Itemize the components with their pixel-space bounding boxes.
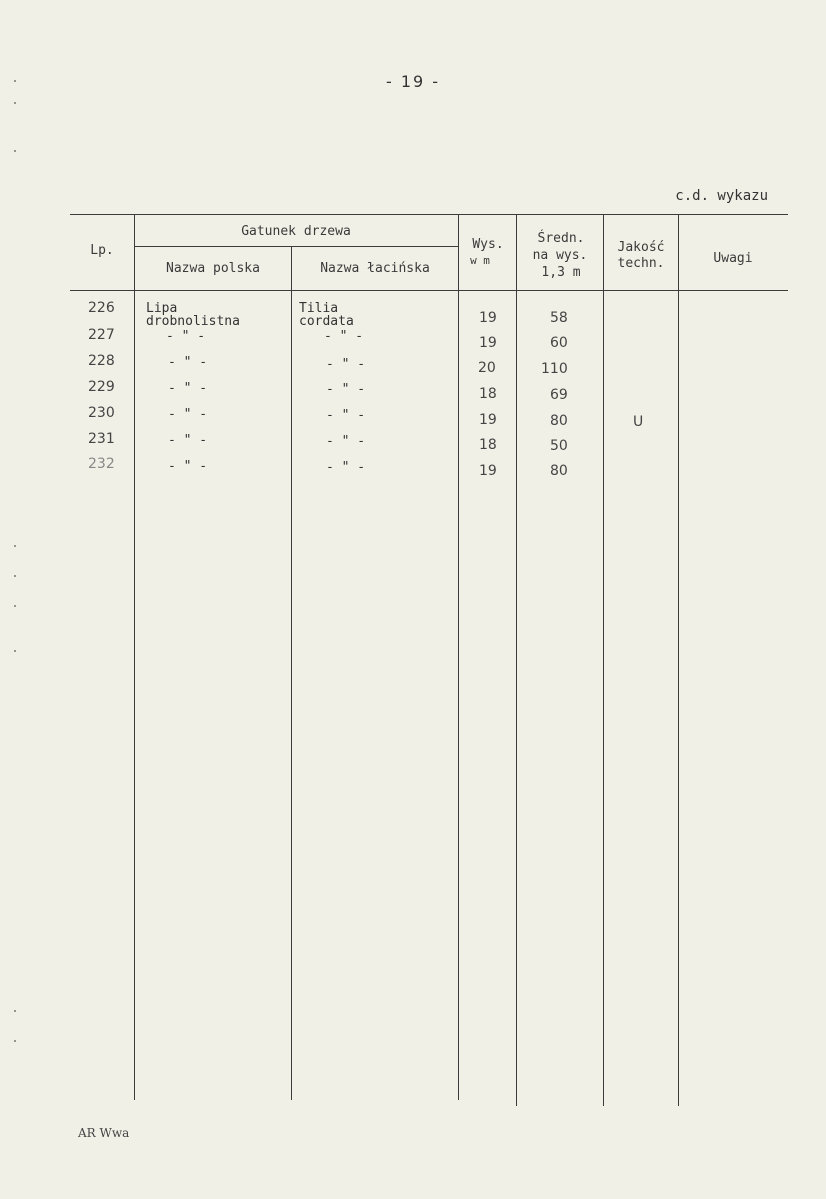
margin-speck <box>14 575 16 577</box>
cell-lp: 227 <box>88 327 115 343</box>
col-divider-wys <box>516 214 517 1106</box>
cell-lp: 226 <box>88 300 115 316</box>
cell-wys: 20 <box>478 360 496 376</box>
header-lp: Lp. <box>90 243 114 258</box>
cell-lp: 229 <box>88 379 115 395</box>
header-uwagi: Uwagi <box>713 251 753 266</box>
cell-nazwa-lacinska: - " - <box>326 357 366 372</box>
cell-nazwa-polska: - " - <box>168 381 208 396</box>
cell-nazwa-polska: Lipa <box>146 301 178 316</box>
cell-lp: 230 <box>88 405 115 421</box>
margin-speck <box>14 650 16 652</box>
cell-sredn: 58 <box>550 310 568 326</box>
margin-speck <box>14 1010 16 1012</box>
col-divider-lp <box>134 214 135 1100</box>
header-nazwa-lacinska: Nazwa łacińska <box>320 261 430 276</box>
cell-sredn: 80 <box>550 463 568 479</box>
header-sredn-1: Średn. <box>537 231 585 246</box>
header-wys-2: w m <box>470 254 490 267</box>
margin-speck <box>14 150 16 152</box>
cell-sredn: 80 <box>550 413 568 429</box>
margin-speck <box>14 545 16 547</box>
header-jakosc-2: techn. <box>617 256 665 271</box>
margin-speck <box>14 102 16 104</box>
cell-nazwa-lacinska: - " - <box>326 382 366 397</box>
continuation-note: c.d. wykazu <box>675 188 768 204</box>
margin-speck <box>14 1040 16 1042</box>
cell-nazwa-polska: - " - <box>168 459 208 474</box>
col-divider-sredn <box>603 214 604 1106</box>
cell-nazwa-lacinska: - " - <box>326 434 366 449</box>
header-wys-1: Wys. <box>472 237 504 252</box>
cell-ditto-lacinska: - " - <box>324 329 364 344</box>
header-sredn-3: 1,3 m <box>541 265 581 280</box>
cell-sredn: 60 <box>550 335 568 351</box>
header-bottom-rule <box>70 290 788 291</box>
header-jakosc-1: Jakość <box>617 240 665 255</box>
header-gatunek: Gatunek drzewa <box>241 224 351 239</box>
cell-sredn: 69 <box>550 387 568 403</box>
margin-speck <box>14 605 16 607</box>
cell-lp: 231 <box>88 431 115 447</box>
cell-nazwa-polska: - " - <box>168 407 208 422</box>
cell-nazwa-polska: drobnolistna <box>146 314 240 329</box>
cell-wys: 18 <box>479 437 497 453</box>
footer-archive-stamp: AR Wwa <box>78 1126 130 1140</box>
cell-nazwa-polska: - " - <box>168 355 208 370</box>
cell-wys: 19 <box>479 412 497 428</box>
cell-jakosc: U <box>633 414 644 430</box>
col-divider-lacinska <box>458 214 459 1100</box>
cell-sredn: 50 <box>550 438 568 454</box>
cell-lp: 232 <box>88 456 115 472</box>
cell-nazwa-lacinska: - " - <box>326 460 366 475</box>
cell-wys: 19 <box>479 310 497 326</box>
page-number: - 19 - <box>385 72 441 91</box>
cell-wys: 18 <box>479 386 497 402</box>
subheader-rule <box>134 246 458 247</box>
cell-nazwa-lacinska: - " - <box>326 408 366 423</box>
cell-sredn: 110 <box>541 361 568 377</box>
table-top-rule <box>70 214 788 215</box>
cell-nazwa-polska: - " - <box>168 433 208 448</box>
cell-lp: 228 <box>88 353 115 369</box>
cell-nazwa-lacinska: Tilia <box>299 301 339 316</box>
col-divider-jakosc <box>678 214 679 1106</box>
cell-wys: 19 <box>479 335 497 351</box>
col-divider-polska <box>291 246 292 1100</box>
header-sredn-2: na wys. <box>532 248 588 263</box>
cell-wys: 19 <box>479 463 497 479</box>
cell-ditto-polska: - " - <box>166 329 206 344</box>
cell-nazwa-lacinska: cordata <box>299 314 354 329</box>
margin-speck <box>14 80 16 82</box>
header-nazwa-polska: Nazwa polska <box>166 261 260 276</box>
